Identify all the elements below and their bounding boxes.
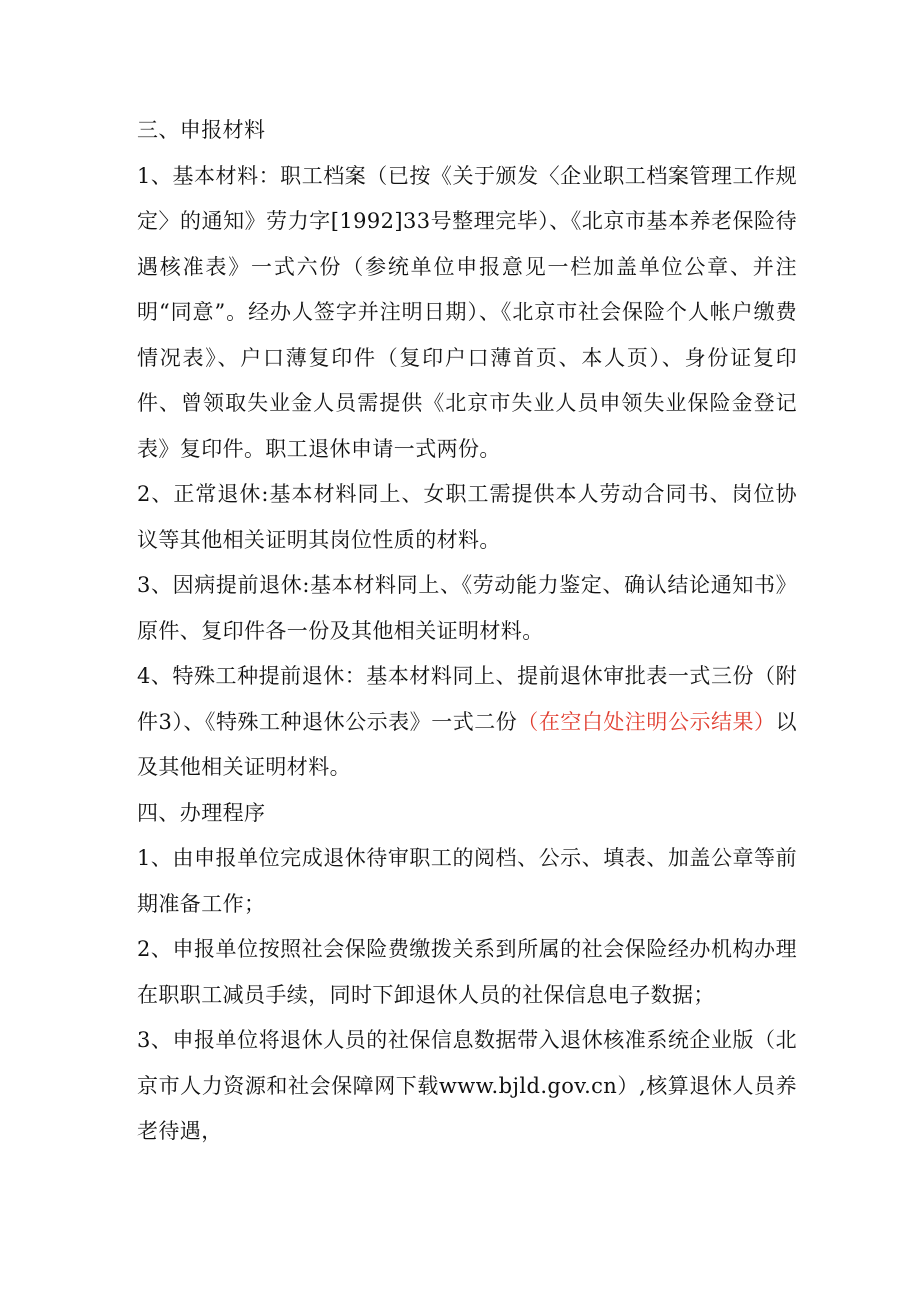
special-retirement-tail: 以及其他相关证明材料。 bbox=[137, 709, 797, 779]
special-retirement-text: 4、特殊工种提前退休：基本材料同上、提前退休审批表一式三份（附件3）、《特殊工种退休公示表》一式二份 bbox=[137, 664, 797, 734]
materials-item-illness-retirement: 3、因病提前退休:基本材料同上、《劳动能力鉴定、确认结论通知书》原件、复印件各一份及其他相关证明材料。 bbox=[137, 573, 797, 643]
procedure-step-1: 1、由申报单位完成退休待审职工的阅档、公示、填表、加盖公章等前期准备工作； bbox=[137, 846, 797, 916]
materials-item-normal-retirement: 2、正常退休:基本材料同上、女职工需提供本人劳动合同书、岗位协议等其他相关证明其岗位性质的材料。 bbox=[137, 482, 797, 552]
materials-item-basic: 1、基本材料：职工档案（已按《关于颁发〈企业职工档案管理工作规定〉的通知》劳力字[1992]33号整理完毕）、《北京市基本养老保险待遇核准表》一式六份（参统单位申报意见一栏加盖单位公章、并注明“同意”。经办人签字并注明日期）、《北京市社会保险个人帐户缴费情况表》、户口薄复印件（复印户口薄首页、本人页）、身份证复印件、曾领取失业金人员需提供《北京市失业人员申领失业保险金登记表》复印件。职工退休申请一式两份。 bbox=[137, 163, 797, 461]
document-body bbox=[137, 108, 797, 1155]
section-heading-materials: 三、申报材料 bbox=[137, 118, 266, 142]
procedure-step-3: 3、申报单位将退休人员的社保信息数据带入退休核准系统企业版（北京市人力资源和社会保障网下载www.bjld.gov.cn）,核算退休人员养老待遇， bbox=[137, 1028, 797, 1143]
materials-item-special-retirement bbox=[137, 654, 797, 791]
publicity-result-note: （在空白处注明公示结果） bbox=[517, 709, 776, 734]
section-heading-procedure: 四、办理程序 bbox=[137, 800, 266, 825]
procedure-step-2: 2、申报单位按照社会保险费缴拨关系到所属的社会保险经办机构办理在职职工减员手续，同时下卸退休人员的社保信息电子数据； bbox=[137, 937, 797, 1007]
